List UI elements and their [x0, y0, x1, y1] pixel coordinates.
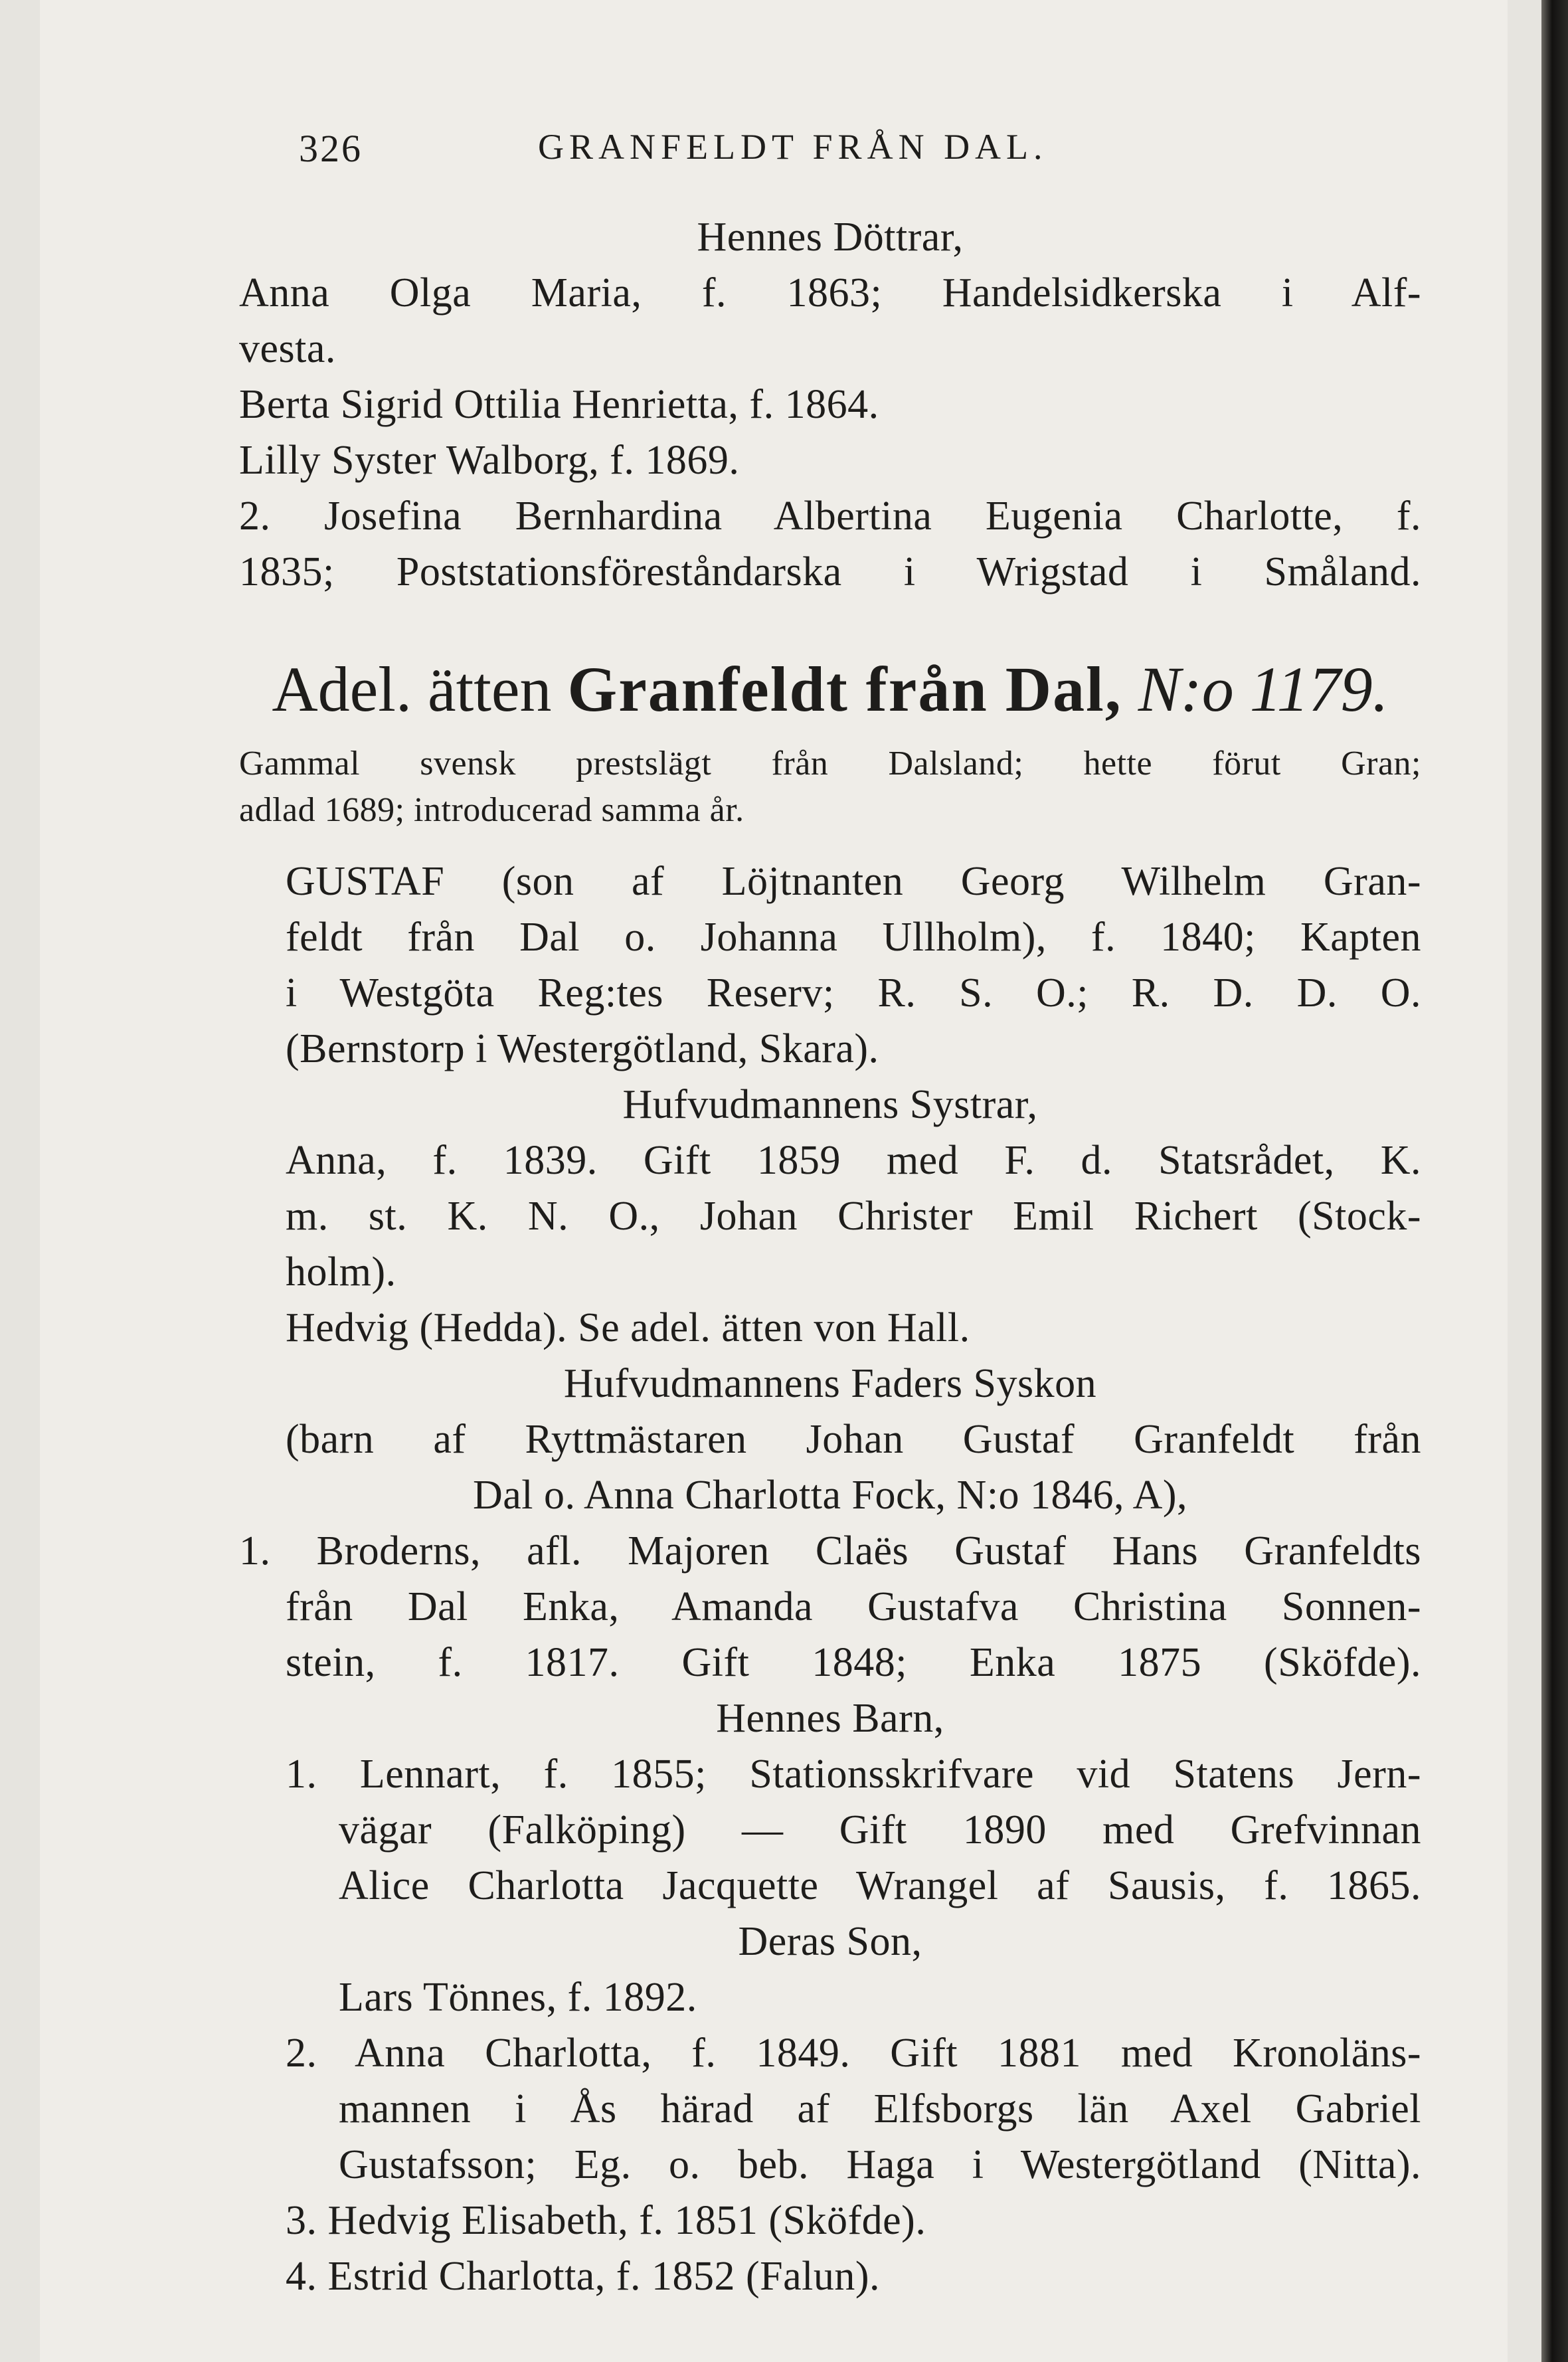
body-line: mannen i Ås härad af Elfsborgs län Axel Gabriel — [339, 2086, 1421, 2132]
body-line: holm). — [286, 1249, 396, 1295]
body-line: 1. Lennart, f. 1855; Stationsskrifvare vid Statens Jern- — [286, 1752, 1421, 1797]
entry-line: 2. Josefina Bernhardina Albertina Eugenia Charlotte, f. — [239, 494, 1421, 539]
body-line: (barn af Ryttmästaren Johan Gustaf Granfeldt från — [286, 1417, 1421, 1462]
body-line: från Dal Enka, Amanda Gustafva Christina Sonnen- — [286, 1584, 1421, 1629]
text-column — [239, 126, 1421, 2304]
heading-daughters: Hennes Döttrar, — [697, 215, 964, 260]
body-line: 4. Estrid Charlotta, f. 1852 (Falun). — [286, 2254, 880, 2299]
body-line: Alice Charlotta Jacquette Wrangel af Sausis, f. 1865. — [339, 1863, 1421, 1908]
body-line: stein, f. 1817. Gift 1848; Enka 1875 (Sköfde). — [286, 1640, 1421, 1685]
body-line: (Bernstorp i Westergötland, Skara). — [286, 1026, 879, 1071]
body-line: i Westgöta Reg:tes Reserv; R. S. O.; R. D. D. O. — [286, 970, 1421, 1016]
body-line: GUSTAF (son af Löjtnanten Georg Wilhelm Gran- — [286, 859, 1421, 904]
body-line: m. st. K. N. O., Johan Christer Emil Richert (Stock- — [286, 1194, 1421, 1239]
body-line: vägar (Falköping) — Gift 1890 med Grefvinnan — [339, 1807, 1421, 1853]
page-edge-shadow — [1541, 0, 1568, 2362]
title-prefix: Adel. ätten — [272, 654, 552, 725]
heading-her-children: Hennes Barn, — [716, 1696, 944, 1741]
body-line: Dal o. Anna Charlotta Fock, N:o 1846, A), — [472, 1473, 1188, 1518]
intro-line: Gammal svensk prestslägt från Dalsland; hette förut Gran; — [239, 745, 1421, 782]
running-header — [239, 126, 1421, 171]
heading-father-siblings: Hufvudmannens Faders Syskon — [563, 1361, 1097, 1406]
page-number: 326 — [299, 127, 363, 170]
title-number: N:o 1179. — [1138, 654, 1389, 725]
body-line: feldt från Dal o. Johanna Ullholm), f. 1840; Kapten — [286, 915, 1421, 960]
entry-line: 1835; Poststationsföreståndarska i Wrigstad i Småland. — [239, 549, 1421, 594]
body-line: Anna, f. 1839. Gift 1859 med F. d. Statsrådet, K. — [286, 1138, 1421, 1183]
entry-line: Anna Olga Maria, f. 1863; Handelsidkerska i Alf- — [239, 270, 1421, 316]
family-title — [239, 646, 1421, 733]
heading-sisters: Hufvudmannens Systrar, — [622, 1082, 1038, 1127]
heading-their-son: Deras Son, — [738, 1919, 922, 1964]
body-line: 3. Hedvig Elisabeth, f. 1851 (Sköfde). — [286, 2198, 926, 2243]
body-line: 2. Anna Charlotta, f. 1849. Gift 1881 med Kronoläns- — [286, 2031, 1421, 2076]
body-line: Gustafsson; Eg. o. beb. Haga i Westergötland (Nitta). — [339, 2142, 1421, 2187]
entry-line: Lilly Syster Walborg, f. 1869. — [239, 438, 740, 483]
intro-line: adlad 1689; introducerad samma år. — [239, 791, 744, 829]
body-line: Lars Tönnes, f. 1892. — [339, 1975, 697, 2020]
body-line: Hedvig (Hedda). Se adel. ätten von Hall. — [286, 1305, 970, 1350]
body-line: 1. Broderns, afl. Majoren Claës Gustaf Hans Granfeldts — [239, 1528, 1421, 1574]
running-head: GRANFELDT FRÅN DAL. — [538, 127, 1048, 167]
entry-line: Berta Sigrid Ottilia Henrietta, f. 1864. — [239, 382, 879, 427]
entry-line: vesta. — [239, 326, 336, 371]
title-name: Granfeldt från Dal, — [567, 654, 1122, 725]
